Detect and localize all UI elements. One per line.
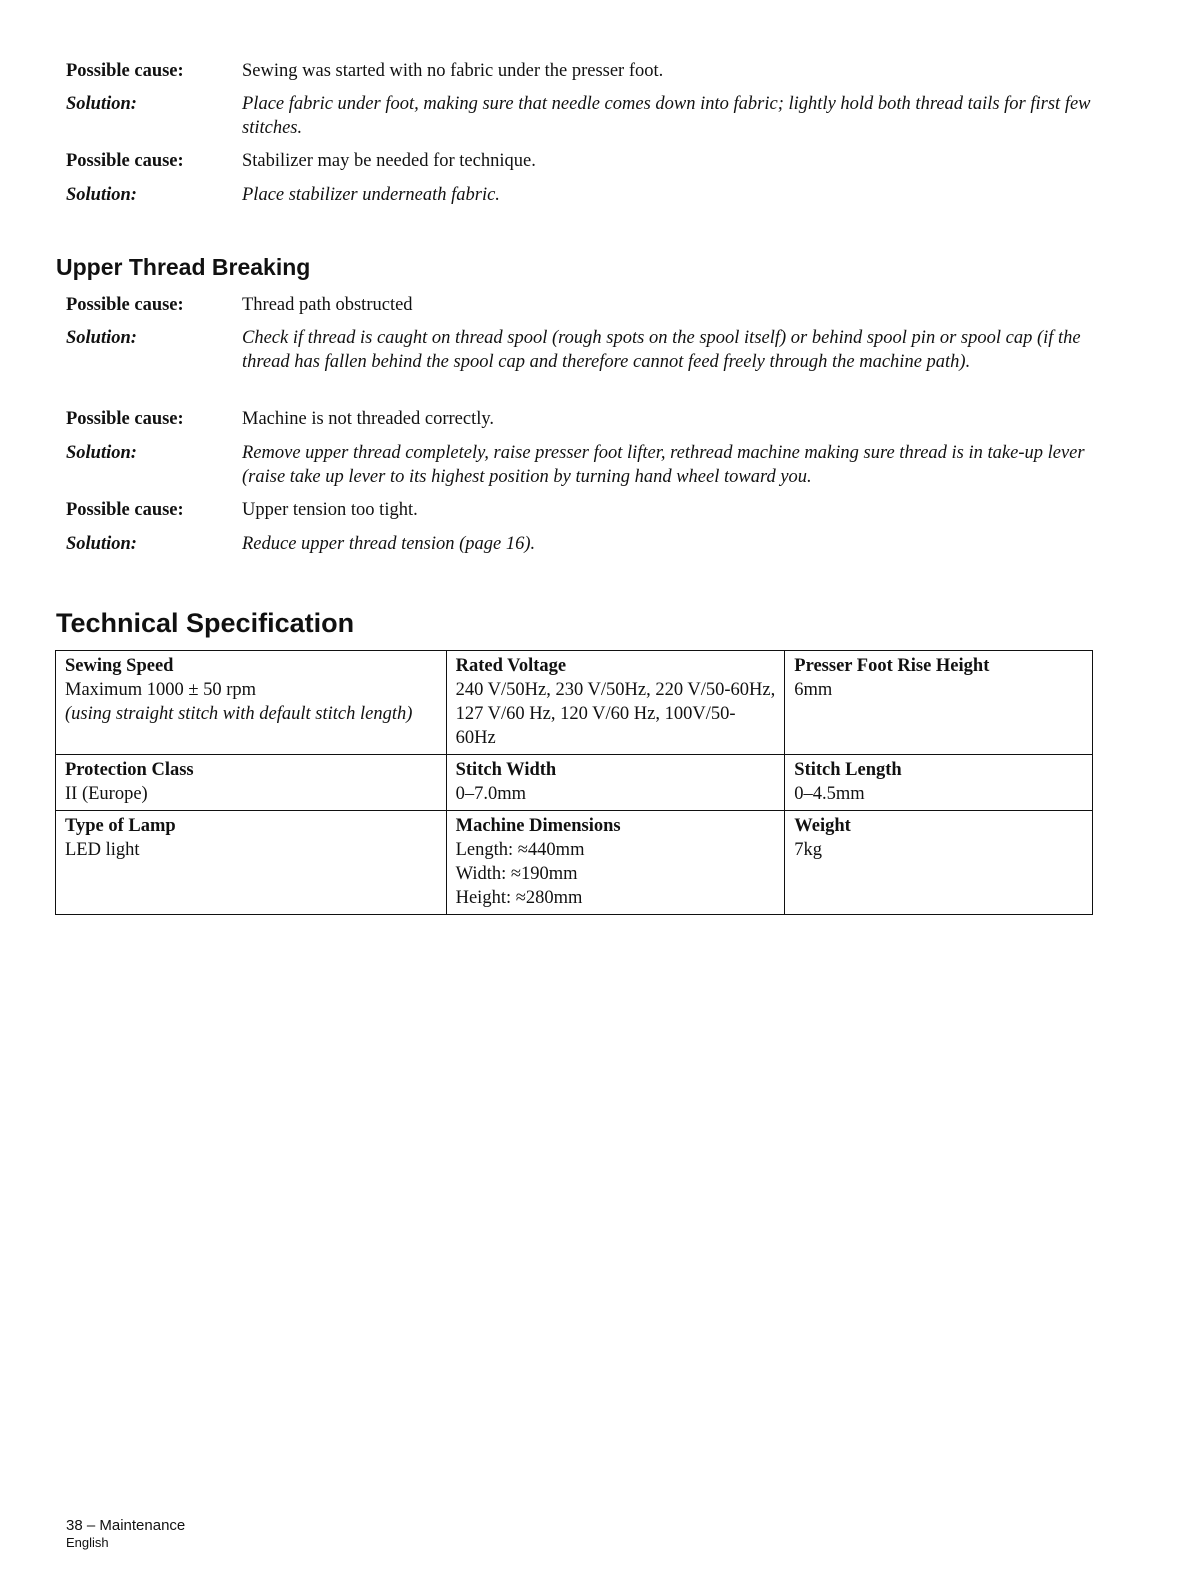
possible-cause-text: Sewing was started with no fabric under the presser foot.: [242, 61, 664, 81]
spec-value: 240 V/50Hz, 230 V/50Hz, 220 V/50-60Hz, 127 V/60 Hz, 120 V/60 Hz, 100V/50-60Hz: [455, 680, 776, 748]
solution-text: Check if thread is caught on thread spool (rough spots on the spool itself) or behind spool pin or spool cap (if the thread has fallen behind the spool cap and therefore cannot feed freely through the machine path).: [242, 328, 1081, 372]
spec-cell-sewing-speed: [56, 651, 447, 755]
possible-cause-label: Possible cause:: [66, 500, 184, 520]
spec-value: LED light: [65, 840, 140, 860]
spec-row: [56, 755, 1093, 811]
spec-cell-type-of-lamp: [56, 811, 447, 915]
spec-value: 0–4.5mm: [794, 784, 865, 804]
solution-label: Solution:: [66, 94, 137, 114]
solution-text: Place stabilizer underneath fabric.: [242, 185, 500, 205]
solution-label: Solution:: [66, 328, 137, 348]
spec-value: Length: ≈440mm: [455, 840, 585, 860]
spec-title: Weight: [794, 816, 851, 836]
spec-note: (using straight stitch with default stitch length): [65, 704, 413, 724]
spec-title: Presser Foot Rise Height: [794, 656, 990, 676]
page-footer: [66, 1517, 185, 1551]
spec-cell-weight: [785, 811, 1093, 915]
possible-cause-label: Possible cause:: [66, 409, 184, 429]
spec-cell-rated-voltage: [446, 651, 785, 755]
solution-label: Solution:: [66, 443, 137, 463]
spec-title: Rated Voltage: [455, 656, 567, 676]
spec-cell-machine-dimensions: [446, 811, 785, 915]
spec-value: Height: ≈280mm: [455, 888, 583, 908]
possible-cause-label: Possible cause:: [66, 151, 184, 171]
spec-value: 0–7.0mm: [455, 784, 527, 804]
spec-row: [56, 651, 1093, 755]
spec-value: Maximum 1000 ± 50 rpm: [65, 680, 257, 700]
solution-text: Reduce upper thread tension (page 16).: [242, 534, 536, 554]
spec-value: 7kg: [794, 840, 823, 860]
spec-title: Protection Class: [65, 760, 194, 780]
spec-cell-stitch-width: [446, 755, 785, 811]
page-number: 38 – Maintenance: [66, 1517, 186, 1534]
spec-value: 6mm: [794, 680, 833, 700]
solution-text: Place fabric under foot, making sure that needle comes down into fabric; lightly hold both thread tails for first few stitches.: [242, 94, 1091, 138]
spec-cell-presser-foot-rise-height: [785, 651, 1093, 755]
spec-title: Type of Lamp: [65, 816, 176, 836]
spec-title: Sewing Speed: [65, 656, 174, 676]
solution-label: Solution:: [66, 185, 137, 205]
spec-title: Stitch Length: [794, 760, 902, 780]
solution-text: Remove upper thread completely, raise presser foot lifter, rethread machine making sure thread is in take-up lever (raise take up lever to its highest position by turning hand wheel toward you.: [242, 443, 1085, 487]
solution-label: Solution:: [66, 534, 137, 554]
possible-cause-text: Stabilizer may be needed for technique.: [242, 151, 536, 171]
spec-title: Machine Dimensions: [455, 816, 621, 836]
spec-table: [55, 650, 1093, 915]
possible-cause-label: Possible cause:: [66, 295, 184, 315]
spec-row: [56, 811, 1093, 915]
spec-value: II (Europe): [65, 784, 148, 804]
spec-value: Width: ≈190mm: [455, 864, 578, 884]
spec-cell-stitch-length: [785, 755, 1093, 811]
possible-cause-text: Upper tension too tight.: [242, 500, 418, 520]
language-label: English: [66, 1535, 109, 1550]
spec-title: Stitch Width: [455, 760, 557, 780]
spec-cell-protection-class: [56, 755, 447, 811]
possible-cause-label: Possible cause:: [66, 61, 184, 81]
possible-cause-text: Machine is not threaded correctly.: [242, 409, 495, 429]
possible-cause-text: Thread path obstructed: [242, 295, 413, 315]
upper-thread-breaking-heading: Upper Thread Breaking: [56, 254, 311, 280]
technical-specification-heading: Technical Specification: [56, 608, 355, 638]
